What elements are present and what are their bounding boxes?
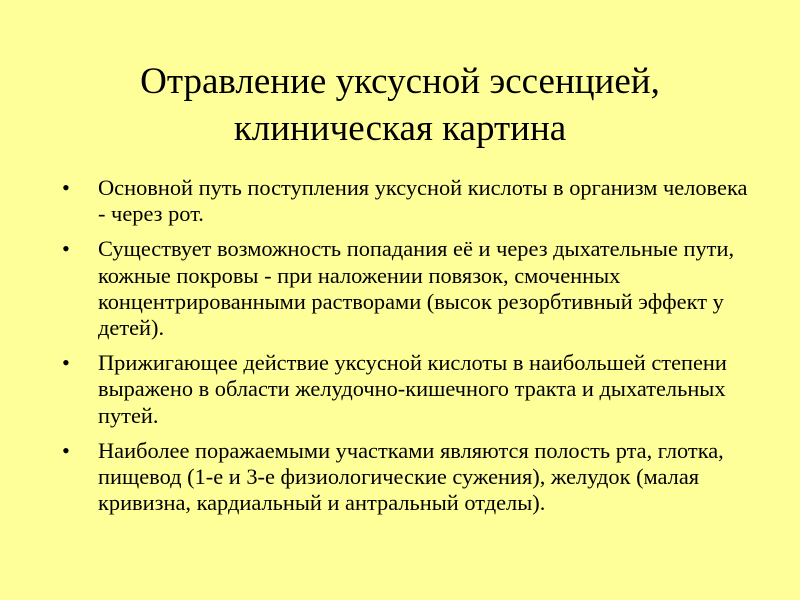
bullet-item (62, 438, 752, 517)
bullet-item (62, 236, 752, 341)
slide-title (40, 58, 760, 152)
bullet-text: Основной путь поступления уксусной кислоты в организм человека - через рот. (98, 175, 748, 227)
bullet-list (62, 175, 752, 525)
bullet-icon: • (62, 437, 70, 463)
bullet-text: Наиболее поражаемыми участками являются полость рта, глотка, пищевод (1-е и 3-е физиологические сужения), желудок (малая кривизна, кардиальный и антральный отделы). (98, 437, 724, 516)
bullet-text: Существует возможность попадания её и через дыхательные пути, кожные покровы - при наложении повязок, смоченных концентрированными растворами (высок резорбтивный эффект у детей). (98, 236, 735, 341)
bullet-icon: • (62, 175, 70, 200)
bullet-item (62, 175, 752, 227)
bullet-icon: • (62, 350, 70, 376)
title-line-2: клиническая картина (233, 108, 567, 149)
title-line-1: Отравление уксусной эссенцией, (140, 61, 660, 102)
bullet-icon: • (62, 236, 70, 262)
bullet-text: Прижигающее действие уксусной кислоты в наибольшей степени выражено в области желудочно-кишечного тракта и дыхательных путей. (98, 350, 727, 428)
bullet-item (62, 350, 752, 429)
